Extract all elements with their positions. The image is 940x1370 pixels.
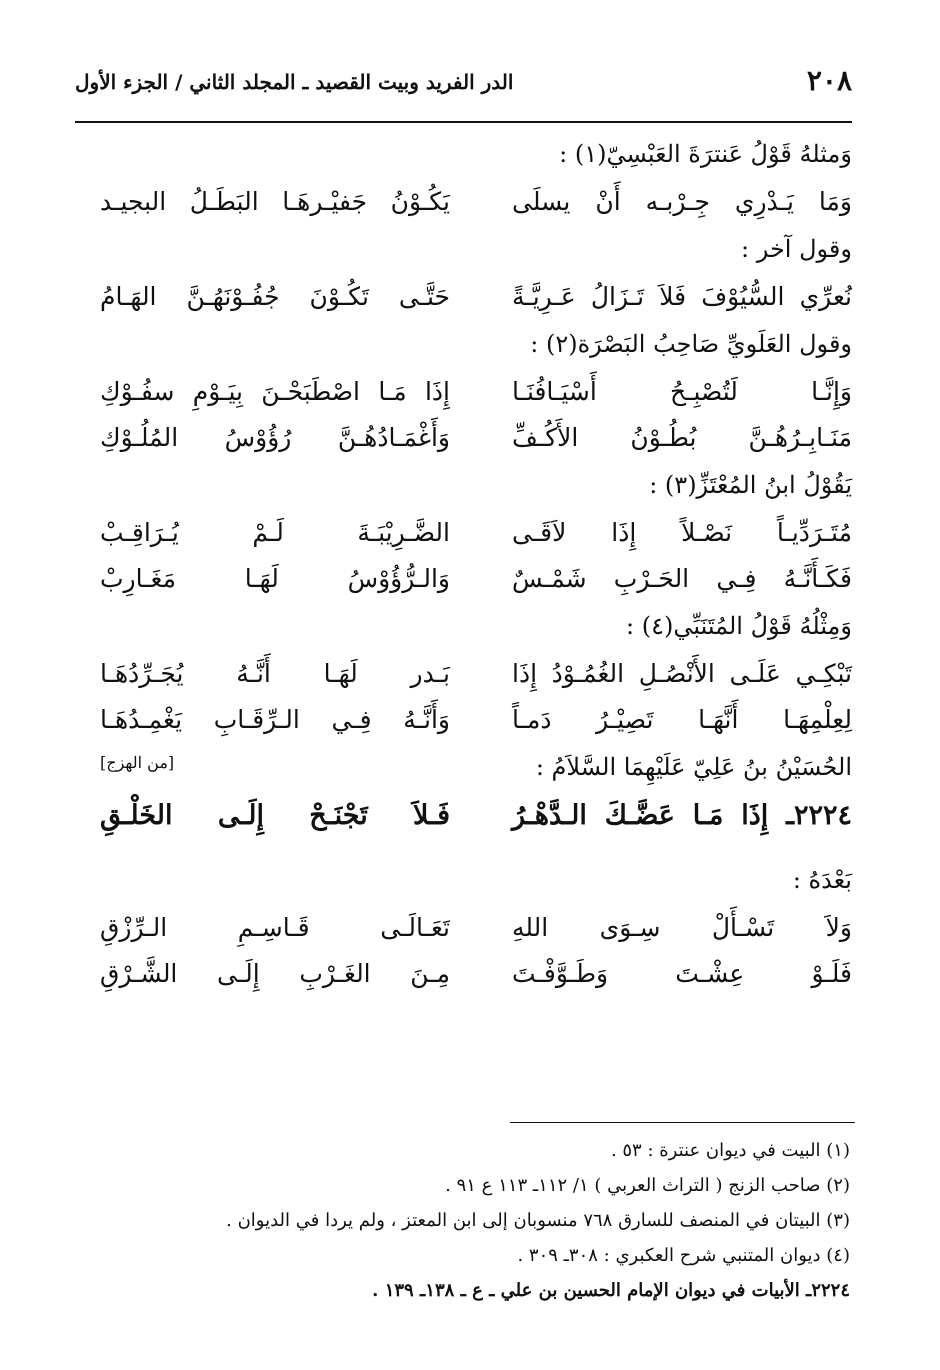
verse-source-note: ٢٢٢٤ـ الأبيات في ديوان الإمام الحسين بن علي ـ ع ـ ١٣٨ـ ١٣٩ . xyxy=(372,1280,850,1301)
first-hemistich: مُتَـرَدِّيـاً نَصْـلاً إِذَا لاَقَـى xyxy=(512,518,852,547)
first-hemistich: لِعِلْمِهَـا أَنَّهَـا تَصِيْـرُ دَمـاً xyxy=(512,705,852,734)
verse-row xyxy=(100,905,852,951)
verse-row xyxy=(100,651,852,697)
first-hemistich: وَإِنَّـا لَتُصْبِـحُ أَسْيَـافُنَـا xyxy=(512,377,852,406)
first-hemistich: تَبْكِـي عَلَـى الأَنْصُـلِ الغُمُـوْدُ إِذَا xyxy=(512,659,852,688)
verse-row xyxy=(100,369,852,415)
verse-row xyxy=(100,951,852,997)
first-hemistich: وَلاَ تَسْـأَلْ سِـوَى اللهِ xyxy=(512,913,852,942)
verse-row xyxy=(100,415,852,461)
footnotes xyxy=(60,1140,850,1315)
footnote: (٣) البيتان في المنصف للسارق ٧٦٨ منسوبان إلى ابن المعتز ، ولم يردا في الديوان . xyxy=(226,1210,850,1231)
second-hemistich: تَعَـالَـى قَـاسِـمِ الـرِّزْقِ xyxy=(100,913,450,942)
second-hemistich: إِذَا مَـا اصْطَبَحْـنَ بِيَـوْمِ سفُـوْكِ xyxy=(100,377,450,406)
footnote: (٢) صاحب الزنج ( التراث العربي ) ١/ ١١٢ـ ١١٣ ع ٩١ . xyxy=(445,1175,850,1196)
header-rule xyxy=(75,121,852,123)
first-hemistich: مَنَـابِـرُهُـنَّ بُطُـوْنُ الأَكُـفِّ xyxy=(512,423,852,452)
verse-row xyxy=(100,179,852,225)
first-hemistich: وَمَا يَـدْرِي جِـرْبـه أَنْ يسلَى xyxy=(512,187,852,216)
intro-line xyxy=(100,856,852,905)
intro-text: وقول آخر : xyxy=(741,235,852,263)
verse-row xyxy=(100,556,852,602)
second-hemistich: فَـلاَ تَجْنَـحْ إِلَـى الخَلْـقِ xyxy=(100,800,450,831)
intro-text: بَعْدَهُ : xyxy=(792,866,852,894)
intro-line xyxy=(100,225,852,274)
poem-body xyxy=(100,130,852,997)
verse-row xyxy=(100,274,852,320)
second-hemistich: بَـدر لَهَـا أَنَّـهُ يُجَـرِّدُهَـا xyxy=(100,659,450,688)
second-hemistich: يَكُـوْنُ جَفيْـرهَـا البَطَـلُ البجيـد xyxy=(100,187,450,216)
first-hemistich: نُعرِّي السُّيُوْفَ فَلاَ تَـزَالُ عَـرِيَّـةً xyxy=(512,282,852,311)
intro-text: وَمثلهُ قَوْلُ عَنترَةَ العَبْسِيّ(١) : xyxy=(559,140,852,168)
footnote: (١) البيت في ديوان عنترة : ٥٣ . xyxy=(610,1140,850,1161)
second-hemistich: حَتَّـى تَكُـوْنَ جُفُـوْنَهُـنَّ الهَـامُ xyxy=(100,282,450,311)
first-hemistich: فَلَـوْ عِشْـتَ وَطَـوَّفْـتَ xyxy=(512,959,852,988)
second-hemistich: وَأَنَّـهُ فِـي الـرِّقَـابِ يَغْمِـدُهَـا xyxy=(100,705,450,734)
numbered-verse-row xyxy=(100,792,852,856)
verse-row xyxy=(100,510,852,556)
second-hemistich: الضَّـرِيْبَـةَ لَـمْ يُـرَاقِـبْ xyxy=(100,518,450,547)
footnote: (٤) ديوان المتنبي شرح العكبري : ٣٠٨ـ ٣٠٩ . xyxy=(517,1245,850,1266)
second-hemistich: وَأَغْمَـادُهُـنَّ رُؤُوْسُ المُلُـوْكِ xyxy=(100,423,450,452)
first-hemistich: فَكَـأَنَّـهُ فِـي الحَـرْبِ شَمْـسٌ xyxy=(512,564,852,593)
first-hemistich: ٢٢٢٤ـ إِذَا مَـا عَضَّـكَ الـدَّهْـرُ xyxy=(512,800,852,831)
page-number: ٢٠٨ xyxy=(806,64,852,97)
second-hemistich: وَالـرُّؤُوْسُ لَهَـا مَغَـارِبْ xyxy=(100,564,450,593)
intro-line xyxy=(100,743,852,792)
running-title: الدر الفريد وبيت القصيد ـ المجلد الثاني / الجزء الأول xyxy=(75,70,514,94)
intro-text: الحُسَيْنُ بنُ عَلِيّ عَلَيْهِمَا السَّلاَمُ : xyxy=(535,753,852,781)
second-hemistich: مِـنَ الغَـرْبِ إِلَـى الشَّـرْقِ xyxy=(100,959,450,988)
intro-line xyxy=(100,320,852,369)
intro-text: يَقُوْلُ ابنُ المُعْتَزِّ(٣) : xyxy=(649,471,852,499)
intro-text: وَمِثْلُهُ قَوْلُ المُتَنَبِّي(٤) : xyxy=(626,612,852,640)
intro-line xyxy=(100,130,852,179)
footnote-rule xyxy=(510,1122,855,1123)
verse-row xyxy=(100,697,852,743)
intro-line xyxy=(100,602,852,651)
intro-line xyxy=(100,461,852,510)
meter-label: [من الهزج] xyxy=(100,753,175,772)
intro-text: وقول العَلَويِّ صَاحِبُ البَصْرَة(٢) : xyxy=(530,330,852,358)
